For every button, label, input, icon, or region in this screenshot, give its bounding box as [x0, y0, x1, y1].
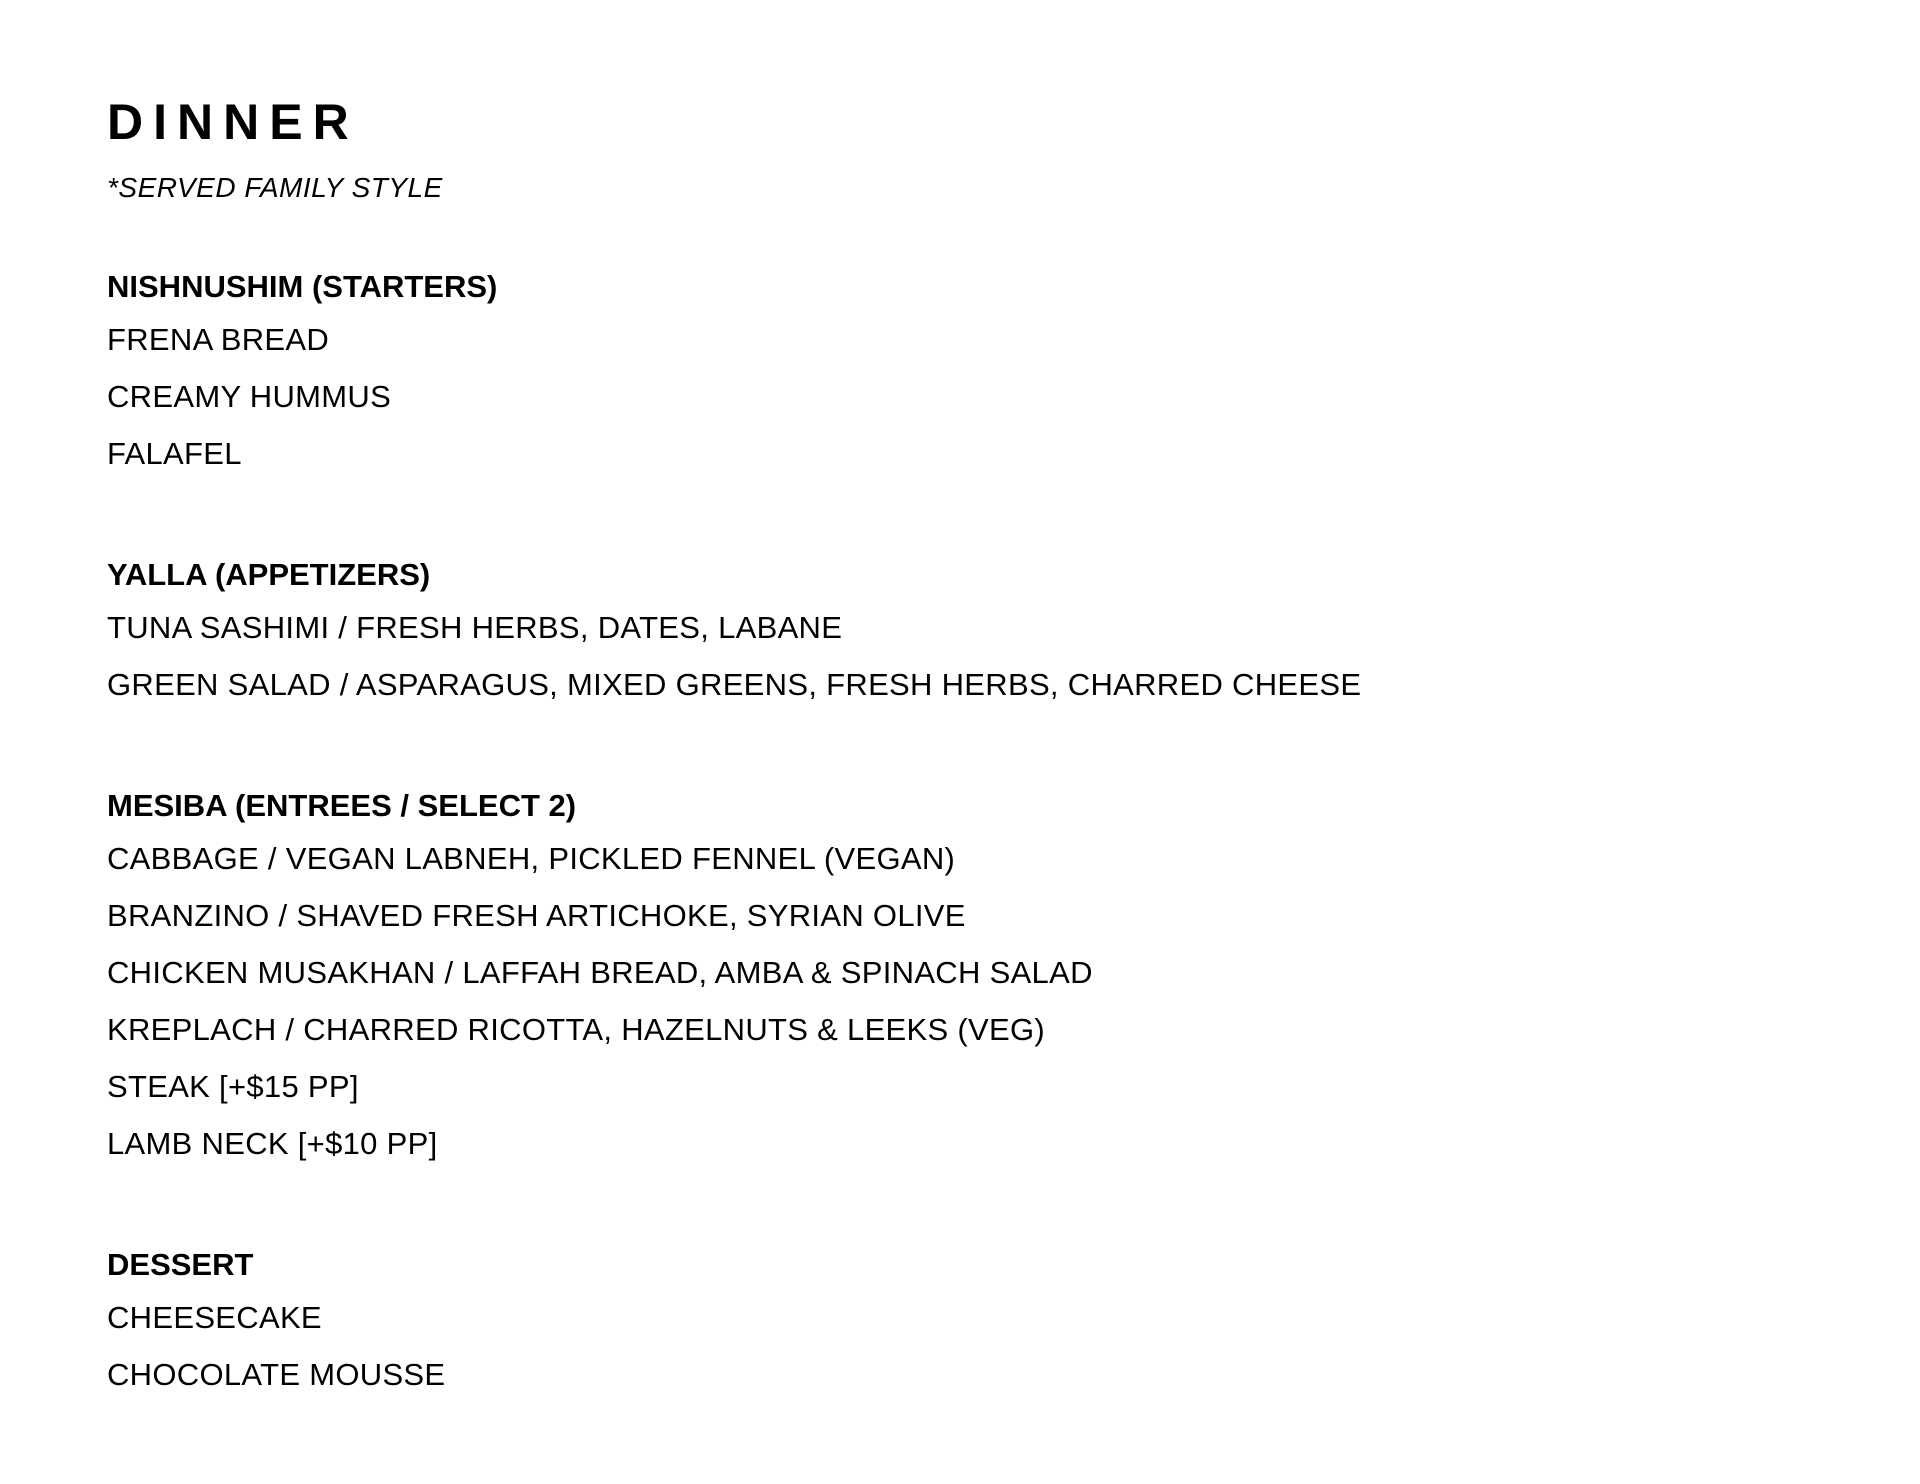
- menu-item: CHOCOLATE MOUSSE: [107, 1357, 446, 1392]
- section-heading: DESSERT: [107, 1247, 254, 1282]
- page-title: DINNER: [107, 94, 359, 150]
- menu-item: CHICKEN MUSAKHAN / LAFFAH BREAD, AMBA & SPINACH SALAD: [107, 955, 1093, 990]
- menu-item: CABBAGE / VEGAN LABNEH, PICKLED FENNEL (VEGAN): [107, 841, 956, 876]
- menu-item: STEAK [+$15 PP]: [107, 1069, 359, 1104]
- section-starters: [107, 268, 1920, 492]
- section-heading: YALLA (APPETIZERS): [107, 557, 431, 592]
- menu-item: FRENA BREAD: [107, 322, 330, 357]
- section-heading: MESIBA (ENTREES / SELECT 2): [107, 788, 577, 823]
- menu-item: CHEESECAKE: [107, 1300, 322, 1335]
- menu-item: GREEN SALAD / ASPARAGUS, MIXED GREENS, FRESH HERBS, CHARRED CHEESE: [107, 667, 1362, 702]
- section-appetizers: [107, 556, 1920, 723]
- menu-item: LAMB NECK [+$10 PP]: [107, 1126, 438, 1161]
- menu-item: CREAMY HUMMUS: [107, 379, 392, 414]
- page-subtitle: *SERVED FAMILY STYLE: [107, 172, 443, 203]
- menu-item: TUNA SASHIMI / FRESH HERBS, DATES, LABANE: [107, 610, 843, 645]
- section-heading: NISHNUSHIM (STARTERS): [107, 269, 498, 304]
- menu-item: BRANZINO / SHAVED FRESH ARTICHOKE, SYRIAN OLIVE: [107, 898, 966, 933]
- menu-item-list: [107, 321, 1920, 492]
- menu-item-list: [107, 609, 1920, 723]
- section-dessert: [107, 1246, 1920, 1413]
- section-entrees: [107, 787, 1920, 1182]
- menu-item-list: [107, 1299, 1920, 1413]
- menu-item-list: [107, 840, 1920, 1182]
- menu-item: FALAFEL: [107, 436, 242, 471]
- menu-item: KREPLACH / CHARRED RICOTTA, HAZELNUTS & LEEKS (VEG): [107, 1012, 1046, 1047]
